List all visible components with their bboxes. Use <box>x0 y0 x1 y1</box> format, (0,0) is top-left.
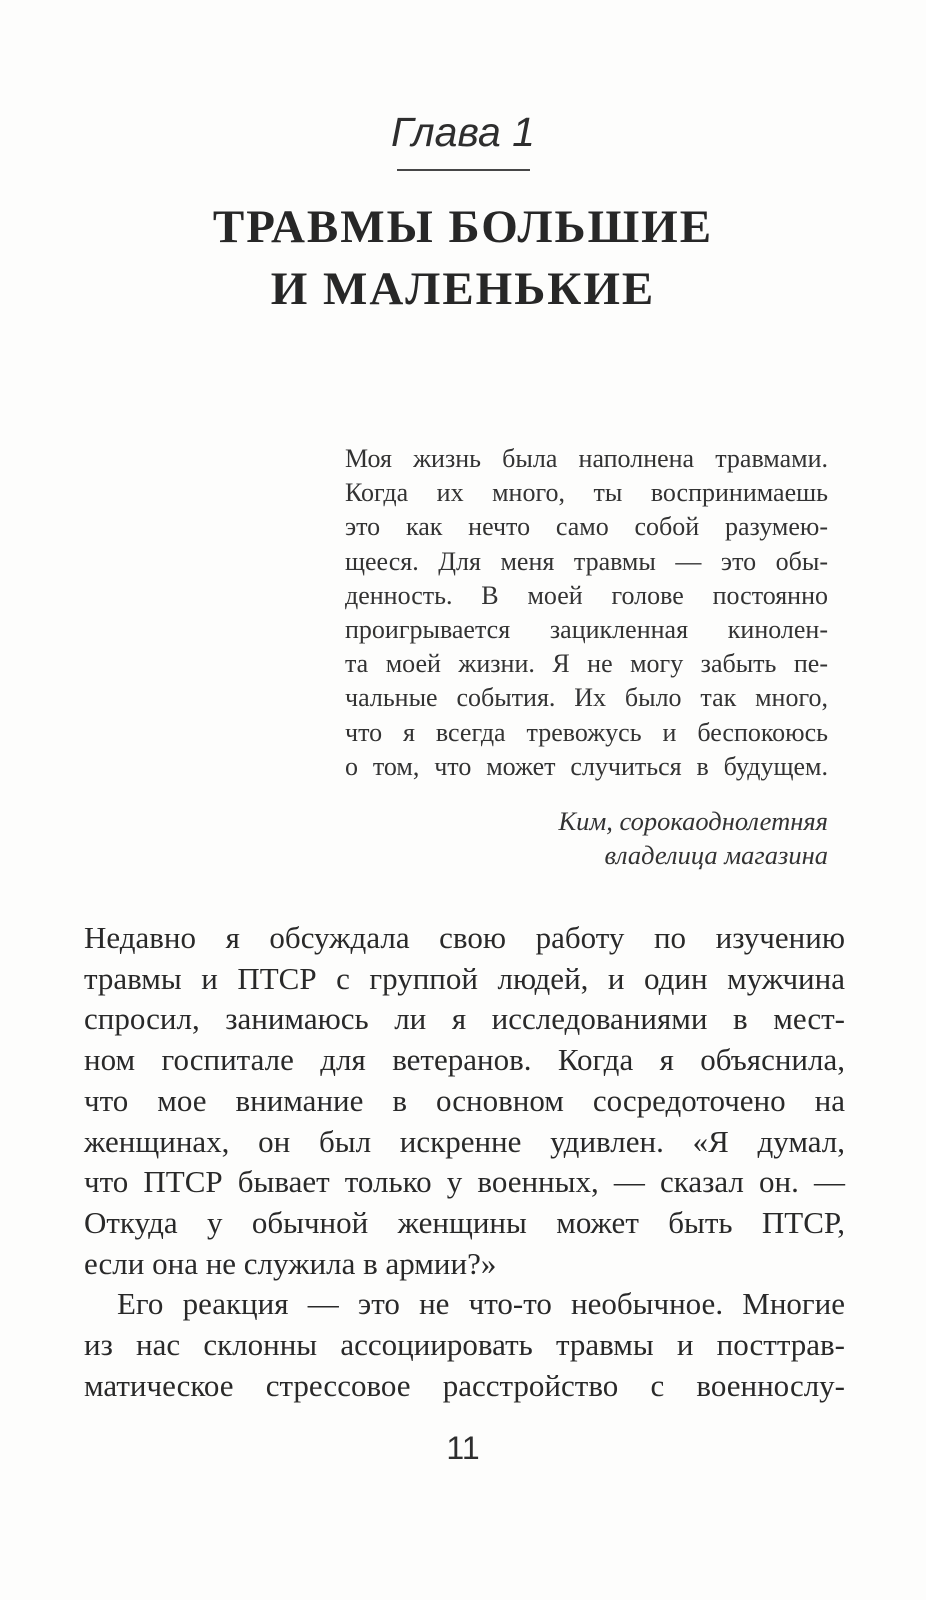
body-line: Его реакция — это не что-то необычное. Многие <box>117 1286 845 1322</box>
epigraph-line: что я всегда тревожусь и беспокоюсь <box>345 717 828 747</box>
body-line: женщинах, он был искренне удивлен. «Я думал, <box>84 1123 845 1159</box>
body-line: что мое внимание в основном сосредоточено на <box>84 1082 845 1118</box>
body-line: матическое стрессовое расстройство с военнослу- <box>84 1367 845 1403</box>
body-line: спросил, занимаюсь ли я исследованиями в мест- <box>84 1001 845 1037</box>
epigraph-line: щееся. Для меня травмы — это обы- <box>345 546 828 576</box>
body-text <box>84 918 845 1406</box>
body-line: что ПТСР бывает только у военных, — сказал он. — <box>84 1164 845 1200</box>
epigraph-line: Когда их много, ты воспринимаешь <box>345 478 828 508</box>
epigraph-attribution <box>345 804 828 872</box>
body-line: ном госпитале для ветеранов. Когда я объяснила, <box>84 1042 845 1078</box>
epigraph-line: Моя жизнь была наполнена травмами. <box>345 444 828 473</box>
body-line: из нас склонны ассоциировать травмы и посттрав- <box>84 1327 845 1363</box>
epigraph-line: проигрывается зацикленная кинолен- <box>345 615 828 645</box>
chapter-rule-divider <box>397 169 530 171</box>
body-line: Откуда у обычной женщины может быть ПТСР, <box>84 1204 845 1240</box>
attribution-line-2: владелица магазина <box>604 840 828 870</box>
chapter-label: Глава 1 <box>391 109 535 155</box>
body-line: Недавно я обсуждала свою работу по изучению <box>84 920 845 955</box>
attribution-line-1: Ким, сорокаоднолетняя <box>558 806 828 836</box>
body-line: травмы и ПТСР с группой людей, и один мужчина <box>84 960 845 996</box>
epigraph-line: денность. В моей голове постоянно <box>345 580 828 610</box>
epigraph-line: это как нечто само собой разумею- <box>345 512 828 542</box>
body-line: если она не служила в армии?» <box>84 1245 497 1281</box>
chapter-title-line-2: И МАЛЕНЬКИЕ <box>270 263 656 315</box>
chapter-title-line-1: ТРАВМЫ БОЛЬШИЕ <box>212 201 714 253</box>
chapter-head <box>0 110 926 171</box>
chapter-title <box>0 196 926 320</box>
epigraph-line: чальные события. Их было так много, <box>345 683 828 713</box>
page-number: 11 <box>446 1430 480 1466</box>
epigraph-line: о том, что может случиться в будущем. <box>345 751 828 781</box>
epigraph-line: та моей жизни. Я не могу забыть пе- <box>345 649 828 679</box>
epigraph-quote <box>345 442 828 784</box>
